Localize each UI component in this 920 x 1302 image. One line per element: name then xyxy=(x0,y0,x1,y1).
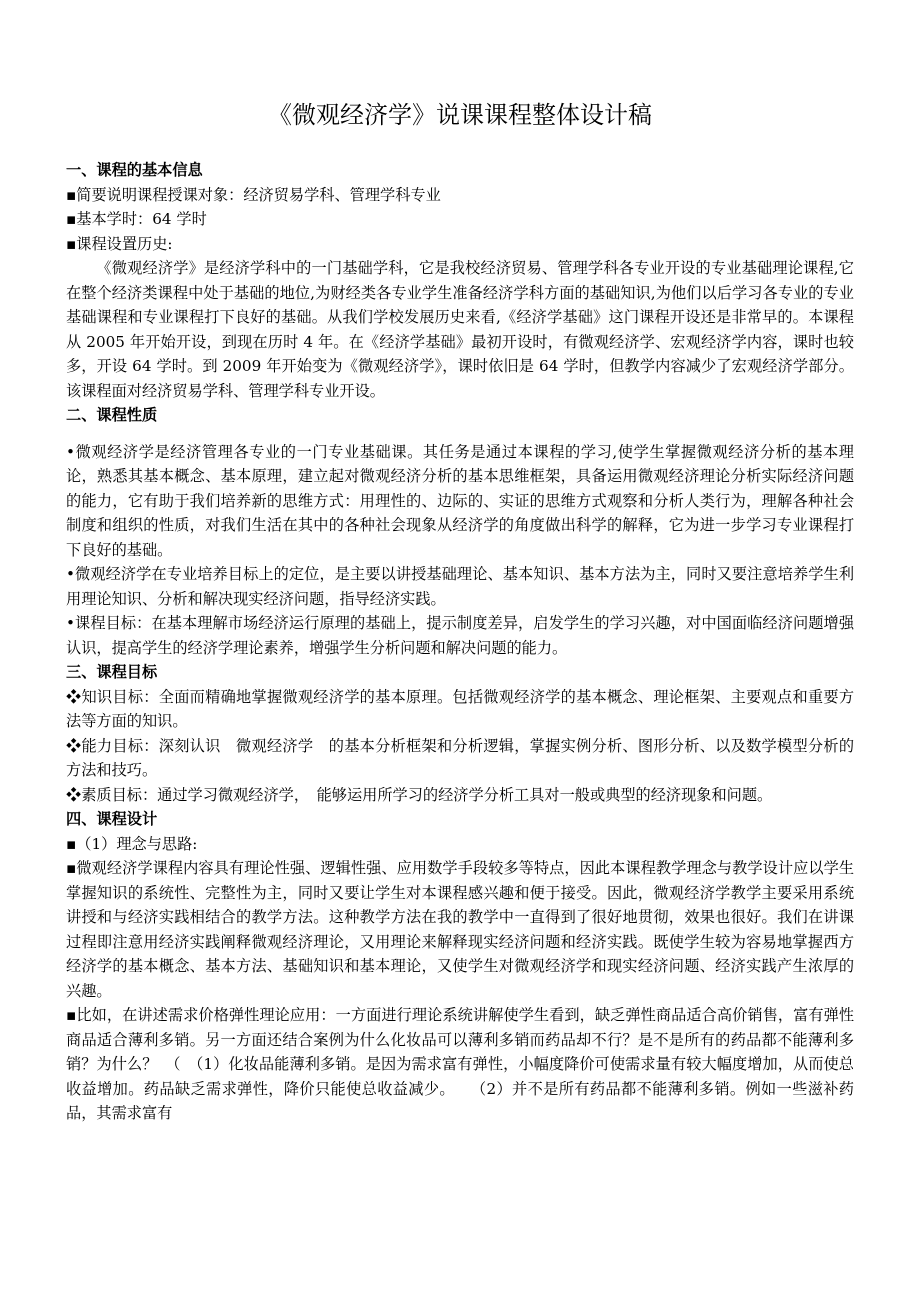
document-title: 《微观经济学》说课课程整体设计稿 xyxy=(268,101,652,129)
bullet-icon: • xyxy=(66,565,75,583)
paragraph-text: 素质目标：通过学习微观经济学， 能够运用所学习的经济学分析工具对一般或典型的经济现象和问题。 xyxy=(81,785,773,804)
bullet-icon: ▪ xyxy=(66,859,77,877)
list-item xyxy=(66,832,854,857)
paragraph-text: 比如，在讲述需求价格弹性理论应用：一方面进行理论系统讲解使学生看到，缺乏弹性商品适合高价销售，富有弹性商品适合薄利多销。另一方面还结合案例为什么化妆品可以薄利多销而药品却不行？是不是所有的药品都不能薄利多销？为什么？ （ （1）化妆品能薄利多销。是因为需求富有弹性，小幅度降价可使需求量有较大幅度增加，从而使总收益增加。药品缺乏需求弹性，降价只能使总收益减少。 （2）并不是所有药品都不能薄利多销。例如一些滋补药品，其需求富有 xyxy=(66,1006,855,1122)
paragraph-text: 微观经济学在专业培养目标上的定位，是主要以讲授基础理论、基本知识、基本方法为主，同时又要注意培养学生利用理论知识、分析和解决现实经济问题，指导经济实践。 xyxy=(66,565,854,608)
bullet-icon: ▪ xyxy=(66,210,77,228)
list-item xyxy=(66,562,854,611)
paragraph-text: 知识目标：全面而精确地掌握微观经济学的基本原理。包括微观经济学的基本概念、理论框架、主要观点和重要方法等方面的知识。 xyxy=(66,687,855,730)
list-item xyxy=(66,440,854,563)
list-item xyxy=(66,734,854,783)
paragraph-text: 简要说明课程授课对象：经济贸易学科、管理学科专业 xyxy=(76,185,441,204)
paragraph-text: 《微观经济学》是经济学科中的一门基础学科，它是我校经济贸易、管理学科各专业开设的专业基础理论课程,它在整个经济类课程中处于基础的地位,为财经类各专业学生准备经济学科方面的基础知识,为他们以后学习各专业的专业基础课程和专业课程打下良好的基础。从我们学校发展历史来看,《经济学基础》这门课程开设还是非常早的。本课程从 2005 年开始开设，到现在历时 4 年。在《经济学基础》最初开设时，有微观经济学、宏观经济学内容，课时也较多，开设 64 学时。到 2009 年开始变为《微观经济学》，课时依旧是 64 学时，但教学内容减少了宏观经济学部分。该课程面对经济贸易学科、管理学科专业开设。 xyxy=(66,259,854,400)
diamond-bullet-icon: ❖ xyxy=(66,736,82,755)
document-page xyxy=(66,0,854,1126)
section-heading-course-nature: 二、课程性质 xyxy=(66,406,158,424)
bullet-icon: ▪ xyxy=(66,234,77,253)
bullet-icon: • xyxy=(66,442,75,461)
paragraph-text: 基本学时：64 学时 xyxy=(76,210,207,228)
paragraph-text: 课程目标：在基本理解市场经济运行原理的基础上，提示制度差异，启发学生的学习兴趣，对中国面临经济问题增强认识，提高学生的经济学理论素养，增强学生分析问题和解决问题的能力。 xyxy=(66,614,854,657)
list-item xyxy=(66,685,854,734)
paragraph-text: 能力目标：深刻认识 微观经济学 的基本分析框架和分析逻辑，掌握实例分析、图形分析、以及数学模型分析的方法和技巧。 xyxy=(66,736,855,779)
list-item xyxy=(66,856,854,1003)
bullet-icon: ▪ xyxy=(66,1006,77,1024)
list-item xyxy=(66,1003,854,1126)
list-item xyxy=(66,611,854,660)
document-body xyxy=(66,158,854,1126)
section-heading-course-design: 四、课程设计 xyxy=(66,810,158,828)
paragraph-text: （1）理念与思路: xyxy=(76,834,198,853)
diamond-bullet-icon: ❖ xyxy=(66,785,82,804)
paragraph-text: 微观经济学课程内容具有理论性强、逻辑性强、应用数学手段较多等特点，因此本课程教学理念与教学设计应以学生掌握知识的系统性、完整性为主，同时又要让学生对本课程感兴趣和便于接受。因此，微观经济学教学主要采用系统讲授和与经济实践相结合的教学方法。这种教学方法在我的教学中一直得到了很好地贯彻，效果也很好。我们在讲课过程即注意用经济实践阐释微观经济理论，又用理论来解释现实经济问题和经济实践。既使学生较为容易地掌握西方经济学的基本概念、基本方法、基础知识和基本理论，又使学生对微观经济学和现实经济问题、经济实践产生浓厚的兴趣。 xyxy=(66,859,855,1000)
list-item xyxy=(66,183,854,208)
bullet-icon: ▪ xyxy=(66,185,77,204)
bullet-icon: • xyxy=(66,614,75,632)
bullet-icon: ▪ xyxy=(66,834,77,853)
list-item xyxy=(66,783,854,808)
diamond-bullet-icon: ❖ xyxy=(66,687,82,706)
paragraph xyxy=(66,256,854,403)
list-item xyxy=(66,207,854,232)
section-heading-course-goals: 三、课程目标 xyxy=(66,663,158,681)
list-item xyxy=(66,232,854,257)
section-heading-basic-info: 一、课程的基本信息 xyxy=(66,161,203,179)
paragraph-text: 微观经济学是经济管理各专业的一门专业基础课。其任务是通过本课程的学习,使学生掌握微观经济分析的基本理论，熟悉其基本概念、基本原理，建立起对微观经济分析的基本思维框架，具备运用微观经济理论分析实际经济问题的能力，它有助于我们培养新的思维方式：用理性的、边际的、实证的思维方式观察和分析人类行为，理解各种社会制度和组织的性质，对我们生活在其中的各种社会现象从经济学的角度做出科学的解释，它为进一步学习专业课程打下良好的基础。 xyxy=(66,442,854,559)
paragraph-text: 课程设置历史: xyxy=(76,234,173,253)
